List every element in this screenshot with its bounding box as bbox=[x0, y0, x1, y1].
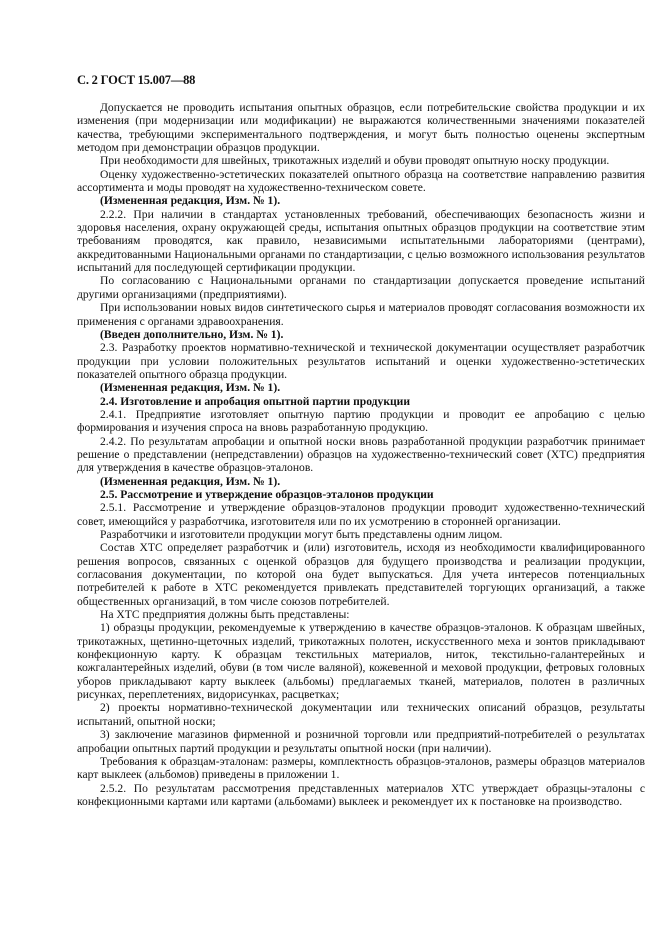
list-item: 2) проекты нормативно-технической документации или технических описаний образцов, результаты испытаний, опытной носки; bbox=[77, 701, 645, 728]
section-heading: 2.5. Рассмотрение и утверждение образцов-эталонов продукции bbox=[100, 487, 434, 501]
paragraph: Оценку художественно-эстетических показателей опытного образца на соответствие направлению развития ассортимента и моды проводят на художественно-техническом совете. bbox=[77, 167, 645, 195]
section-heading: 2.4. Изготовление и апробация опытной партии продукции bbox=[100, 394, 411, 408]
paragraph: 2.2.2. При наличии в стандартах установленных требований, обеспечивающих безопасность жизни и здоровья населения, охрану окружающей среды, испытания опытных образцов продукции на соответствие этим требованиям проводятся, как правило, независимыми испытательными лабораториями (центрами), аккредитованными Национальными органами по стандартизации, с целью возможного использования результатов испытаний для последующей сертификации продукции. bbox=[77, 207, 645, 275]
amendment-note: (Введен дополнительно, Изм. № 1). bbox=[100, 327, 284, 341]
paragraph: Состав ХТС определяет разработчик и (или) изготовитель, исходя из необходимости квалифицированного решения вопросов, связанных с оценкой образцов для будущего производства и реализации продукции, согласования документации, по которой она будет выпускаться. Для учета интересов потенциальных потребителей к работе в ХТС рекомендуется привлекать представителей торгующих организаций, а также общественных организаций, в том числе союзов потребителей. bbox=[77, 541, 645, 608]
paragraph: Разработчики и изготовители продукции могут быть представлены одним лицом. bbox=[100, 528, 503, 541]
paragraph: 2.3. Разработку проектов нормативно-технической и технической документации осуществляет разработчик продукции при условии положительных результатов испытаний и оценки художественно-эстетических показателей опытного образца продукции. bbox=[77, 341, 645, 381]
amendment-note: (Измененная редакция, Изм. № 1). bbox=[100, 474, 281, 488]
paragraph: При необходимости для швейных, трикотажных изделий и обуви проводят опытную носку продукции. bbox=[100, 154, 610, 168]
paragraph: По согласованию с Национальными органами по стандартизации допускается проведение испытаний другими организациями (предприятиями). bbox=[77, 274, 645, 301]
paragraph: Требования к образцам-эталонам: размеры, комплектность образцов-эталонов, размеры образцов материалов карт выклеек (альбомов) приведены в приложении 1. bbox=[77, 754, 645, 782]
list-item: 3) заключение магазинов фирменной и розничной торговли или предприятий-потребителей о результатах апробации опытных партий продукции и результаты опытной носки (при наличии). bbox=[77, 728, 645, 755]
paragraph: 2.4.1. Предприятие изготовляет опытную партию продукции и проводит ее апробацию с целью формирования и изучения спроса на вновь разработанную продукцию. bbox=[77, 407, 645, 435]
paragraph: Допускается не проводить испытания опытных образцов, если потребительские свойства продукции и их изменения (при модернизации или модификации) не выражаются количественными значениями показателей качества, требующими экспериментального подтверждения, и могут быть полностью оценены экспертным методом при демонстрации образцов продукции. bbox=[77, 101, 645, 155]
paragraph: На ХТС предприятия должны быть представлены: bbox=[100, 608, 350, 622]
paragraph: 2.5.1. Рассмотрение и утверждение образцов-эталонов продукции проводит художественно-технический совет, имеющийся у разработчика, изготовителя или по их усмотрению в сторонней организации. bbox=[77, 501, 645, 528]
amendment-note: (Измененная редакция, Изм. № 1). bbox=[100, 194, 281, 208]
document-body bbox=[77, 101, 645, 808]
paragraph: 2.4.2. По результатам апробации и опытной носки вновь разработанной продукции разработчик принимает решение о представлении (непредставлении) образцов на художественно-технический совет (ХТС) предприятия для утверждения в качестве образцов-эталонов. bbox=[77, 434, 645, 475]
page-header: С. 2 ГОСТ 15.007—88 bbox=[77, 73, 196, 87]
amendment-note: (Измененная редакция, Изм. № 1). bbox=[100, 381, 281, 395]
document-page bbox=[77, 72, 645, 808]
paragraph: 2.5.2. По результатам рассмотрения представленных материалов ХТС утверждает образцы-эталоны с конфекционными картами или картами (альбомами) выклеек и рекомендует их к постановке на производство. bbox=[77, 781, 645, 808]
paragraph: При использовании новых видов синтетического сырья и материалов проводят согласования возможности их применения с органами здравоохранения. bbox=[77, 301, 645, 328]
list-item: 1) образцы продукции, рекомендуемые к утверждению в качестве образцов-эталонов. К образцам швейных, трикотажных, щетинно-щеточных изделий, трикотажных полотен, искусственного меха и зонтов прикладывают конфекционную карту. К образцам текстильных материалов, ниток, текстильно-галантерейных и кожгалантерейных изделий, обуви (в том числе валяной), кожевенной и меховой продукции, фетровых головных уборов прикладывают карту выклеек (альбомы) предлагаемых тканей, материалов, полотен в различных рисунках, переплетениях, видорисунках, расцветках; bbox=[77, 621, 645, 702]
